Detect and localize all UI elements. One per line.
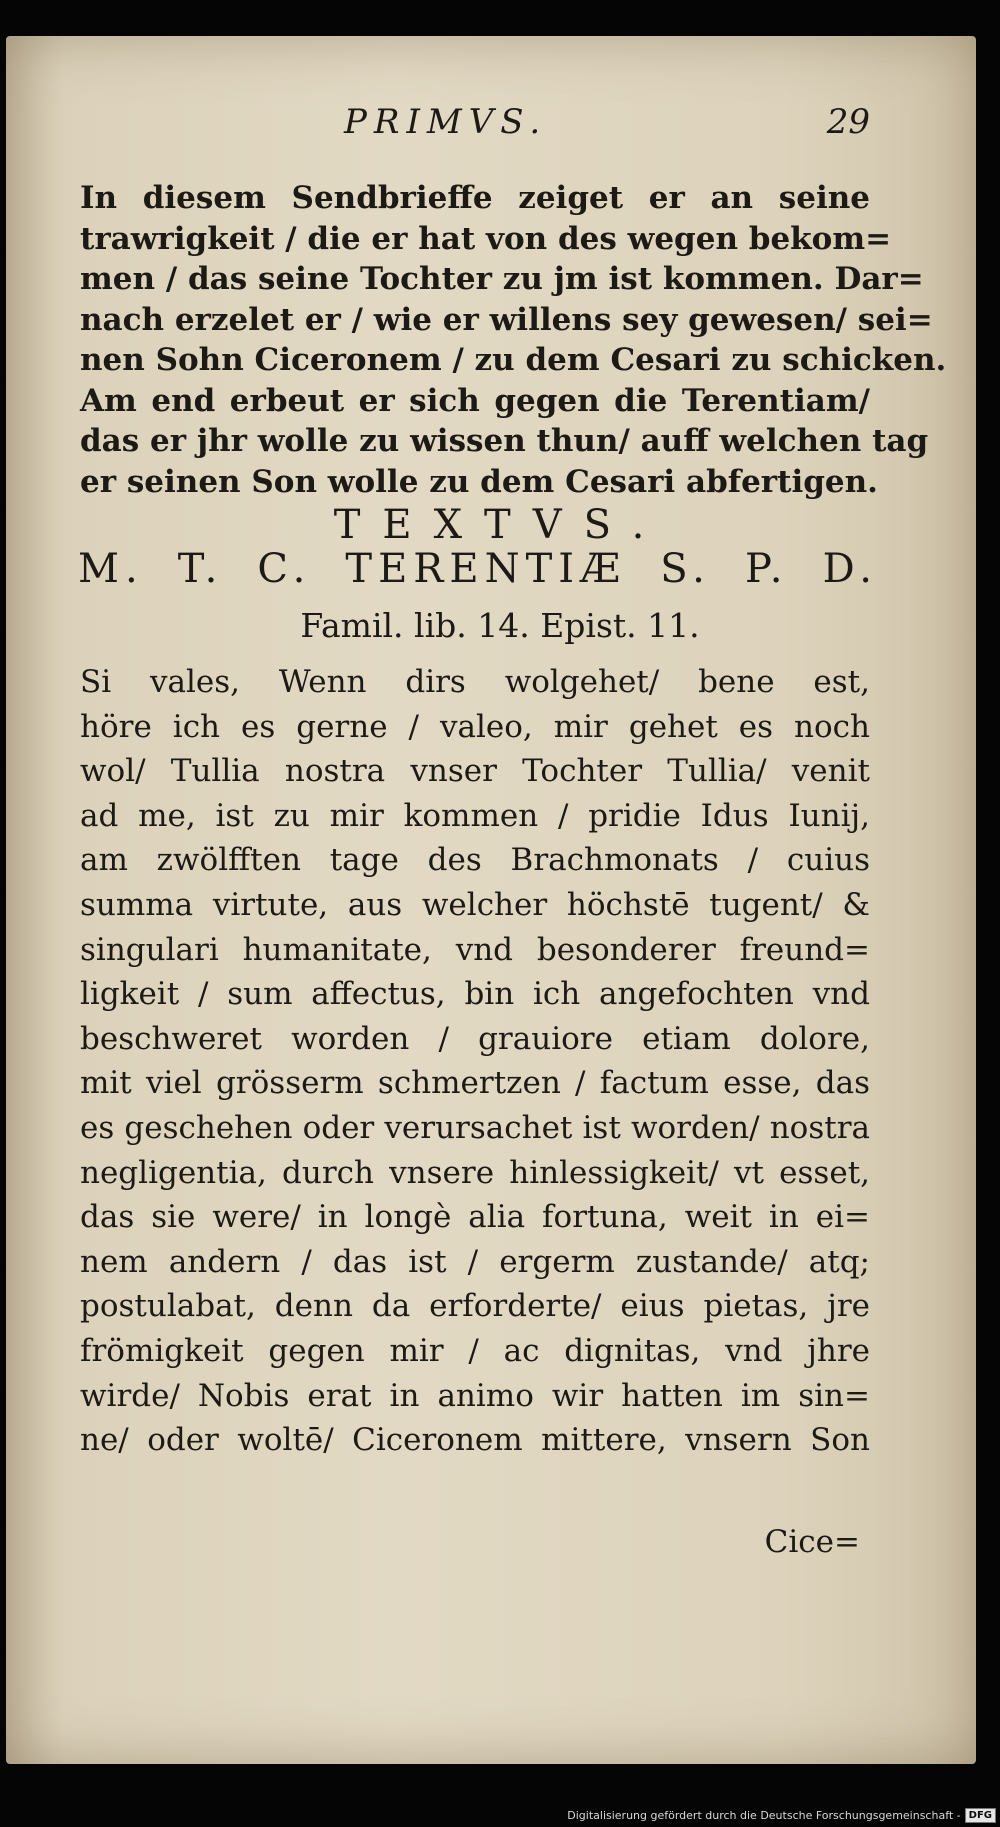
body-line: negligentia, durch vnsere hinlessigkeit/ vt esset, [80,1154,870,1191]
body-line: ad me, ist zu mir kommen / pridie Idus Iunij, [80,797,870,834]
body-line: mit viel grösserm schmertzen / factum esse, das [80,1065,870,1102]
summary-paragraph [80,178,947,502]
catchword: Cice= [764,1524,860,1560]
summary-line: nen Sohn Ciceronem / zu dem Cesari zu schicken. [80,342,947,378]
letter-heading: M. T. C. TERENTIÆ S. P. D. [78,546,878,592]
summary-line: In diesem Sendbrieffe zeiget er an seine [80,180,870,216]
citation: Famil. lib. 14. Epist. 11. [300,606,700,645]
body-line: postulabat, denn da erforderte/ eius pietas, jre [80,1288,870,1325]
body-line: wol/ Tullia nostra vnser Tochter Tullia/ venit [80,753,870,790]
running-head: PRIMVS. [344,102,548,142]
body-line: summa virtute, aus welcher höchstē tugent/ & [80,886,870,923]
summary-line: men / das seine Tochter zu jm ist kommen. Dar= [80,261,924,297]
body-line: höre ich es gerne / valeo, mir gehet es noch [80,708,870,745]
body-line: es geschehen oder verursachet ist worden/ nostra [80,1109,870,1146]
letter-body [80,660,870,1463]
body-line: frömigkeit gegen mir / ac dignitas, vnd jhre [80,1332,870,1369]
summary-line: trawrigkeit / die er hat von des wegen bekom= [80,220,892,257]
dfg-logo: DFG [965,1808,996,1823]
page-number: 29 [826,102,870,142]
textus-heading: TEXTVS. [333,502,667,548]
body-line: am zwölfften tage des Brachmonats / cuius [80,842,870,879]
body-line: ne/ oder woltē/ Ciceronem mittere, vnsern Son [80,1422,870,1459]
body-line: Si vales, Wenn dirs wolgehet/ bene est, [80,664,870,700]
digitization-note-text: Digitalisierung gefördert durch die Deutsche Forschungsgemeinschaft - [567,1809,961,1822]
body-line: ligkeit / sum affectus, bin ich angefochten vnd [80,976,870,1013]
body-line: wirde/ Nobis erat in animo wir hatten im sin= [80,1377,870,1414]
summary-line: das er jhr wolle zu wissen thun/ auff welchen tag [80,423,929,459]
summary-line: Am end erbeut er sich gegen die Terentiam/ [80,382,870,419]
body-line: singulari humanitate, vnd besonderer freund= [80,931,870,968]
body-line: nem andern / das ist / ergerm zustande/ atq; [80,1243,870,1280]
page-header [80,102,870,162]
digitization-credit [567,1808,996,1823]
summary-line: er seinen Son wolle zu dem Cesari abfertigen. [80,463,878,500]
summary-line: nach erzelet er / wie er willens sey gewesen/ sei= [80,301,933,338]
body-line: das sie were/ in longè alia fortuna, weit in ei= [80,1199,870,1236]
body-line: beschweret worden / grauiore etiam dolore, [80,1020,870,1057]
